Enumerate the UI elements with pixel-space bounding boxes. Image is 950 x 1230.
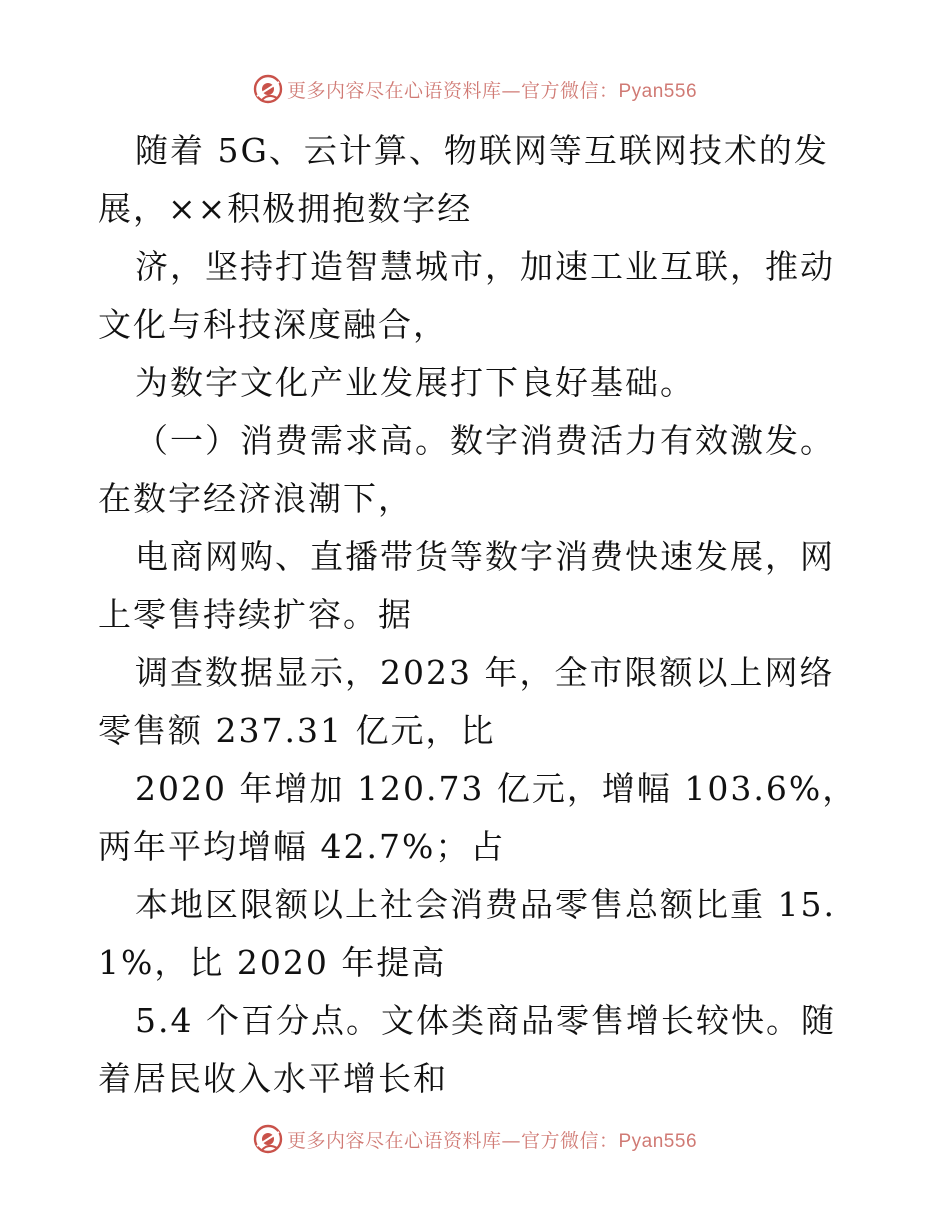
watermark-text-id: Pyan556 bbox=[618, 1130, 698, 1152]
watermark-logo-icon bbox=[253, 74, 283, 104]
paragraph: 本地区限额以上社会消费品零售总额比重 15.1%，比 2020 年提高 bbox=[98, 885, 836, 982]
document-body bbox=[98, 122, 868, 1108]
watermark-text-cn: 更多内容尽在心语资料库—官方微信： bbox=[286, 79, 619, 102]
paragraph: 济，坚持打造智慧城市，加速工业互联，推动文化与科技深度融合， bbox=[98, 247, 835, 344]
paragraph: 调查数据显示，2023 年，全市限额以上网络零售额 237.31 亿元，比 bbox=[98, 653, 835, 750]
paragraph: 2020 年增加 120.73 亿元，增幅 103.6%，两年平均增幅 42.7%；占 bbox=[98, 769, 858, 866]
paragraph: 随着 5G、云计算、物联网等互联网技术的发展，××积极拥抱数字经 bbox=[98, 131, 829, 228]
watermark-text-id: Pyan556 bbox=[618, 80, 698, 102]
paragraph: （一）消费需求高。数字消费活力有效激发。在数字经济浪潮下， bbox=[98, 421, 835, 518]
watermark-text-cn: 更多内容尽在心语资料库—官方微信： bbox=[286, 1129, 619, 1152]
footer-watermark bbox=[0, 1124, 950, 1154]
watermark-logo-icon bbox=[253, 1124, 283, 1154]
paragraph: 为数字文化产业发展打下良好基础。 bbox=[135, 363, 695, 402]
paragraph: 电商网购、直播带货等数字消费快速发展，网上零售持续扩容。据 bbox=[98, 537, 835, 634]
watermark-text bbox=[287, 76, 697, 103]
watermark-text bbox=[287, 1126, 697, 1153]
paragraph: 5.4 个百分点。文体类商品零售增长较快。随着居民收入水平增长和 bbox=[98, 1001, 836, 1098]
header-watermark bbox=[0, 74, 950, 104]
